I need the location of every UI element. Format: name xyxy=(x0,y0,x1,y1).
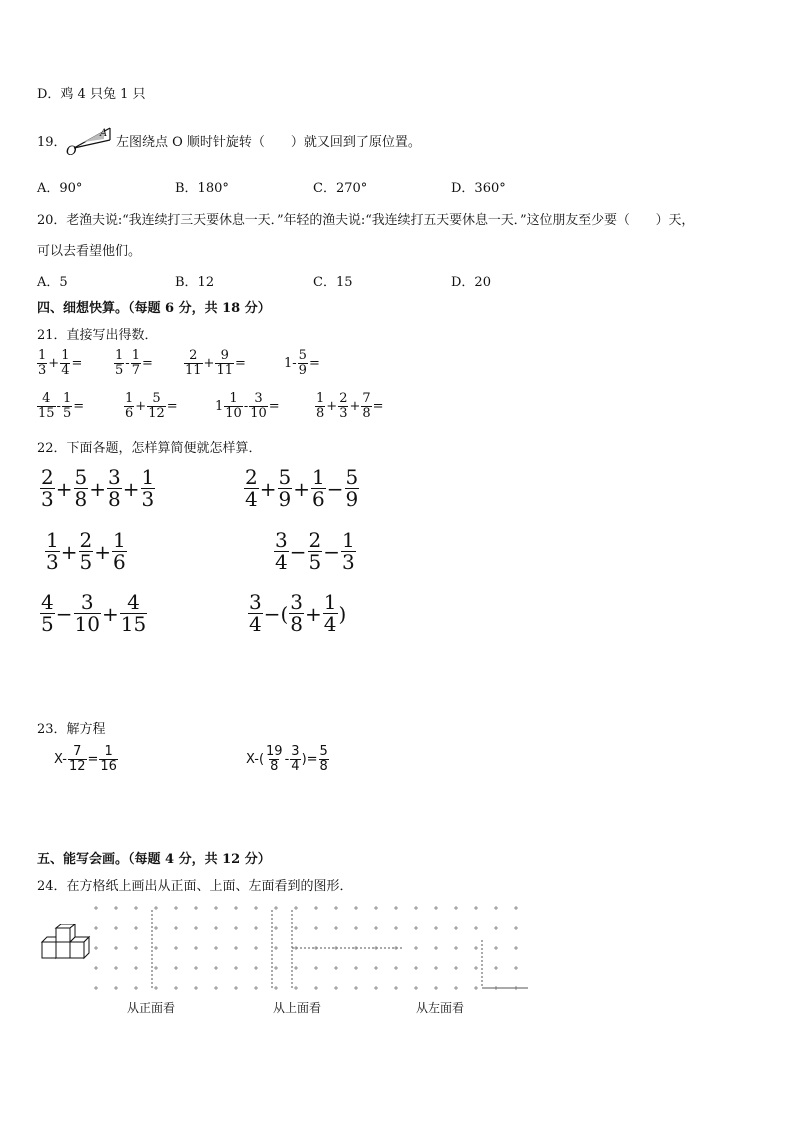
q20-choice-c: C．15 xyxy=(313,275,353,290)
fraction: $\frac{1}{3}$ xyxy=(46,528,59,574)
q23-title: 23．解方程 xyxy=(37,722,106,737)
q20-stem-line1: 20．老渔夫说:“我连续打三天要休息一天．”年轻的渔夫说:“我连续打五天要休息一天．”这位朋友至少要（ ）天， xyxy=(37,213,695,228)
operator: 1 xyxy=(215,398,224,414)
q22-expr-6 xyxy=(248,592,347,635)
q19-choices xyxy=(37,177,589,196)
fraction: $\frac{5}{12}$ xyxy=(148,391,165,421)
q18-choice-d: D．鸡 4 只兔 1 只 xyxy=(37,87,146,102)
q21-item-8 xyxy=(315,392,385,420)
fraction: $\frac{1}{5}$ xyxy=(62,391,72,421)
operator: = xyxy=(235,355,246,371)
operator: + xyxy=(94,539,111,564)
fraction: $\frac{2}{11}$ xyxy=(185,348,202,378)
q22-expr-3 xyxy=(45,530,127,573)
q21-item-2 xyxy=(114,349,154,377)
fraction: $\frac{5}{9}$ xyxy=(345,465,359,511)
dot-grid-paper[interactable] xyxy=(92,900,528,994)
q20-choice-b: B．12 xyxy=(175,275,215,290)
operator: + xyxy=(48,355,60,371)
fraction: $\frac{1}{6}$ xyxy=(312,465,325,511)
q19-choice-a: A．90° xyxy=(37,181,83,196)
q22-expr-2 xyxy=(244,467,359,510)
operator: = xyxy=(372,398,384,414)
fraction: $\frac{2}{3}$ xyxy=(41,465,54,511)
operator: = xyxy=(268,398,280,414)
figure-edge-lower xyxy=(74,140,110,148)
fraction: $\frac{1}{4}$ xyxy=(323,590,337,636)
operator: - xyxy=(243,398,249,414)
fraction: $\frac{3}{10}$ xyxy=(250,391,267,421)
operator: + xyxy=(55,476,73,501)
fraction: $\frac{2}{5}$ xyxy=(79,528,93,574)
fraction: $\frac{1}{8}$ xyxy=(316,391,325,421)
view-label-top: 从上面看 xyxy=(273,1001,322,1015)
fraction: $\frac{4}{15}$ xyxy=(120,590,147,636)
fraction: $\frac{2}{5}$ xyxy=(308,528,322,574)
q23-equation-1: X- $\frac{7}{12}$ = $\frac{1}{16}$ xyxy=(54,744,117,774)
operator: 1- xyxy=(284,355,297,371)
figure-label-a: A xyxy=(100,128,108,139)
operator: − xyxy=(55,601,73,626)
q19-choice-d: D．360° xyxy=(451,181,506,196)
section4-title: 四、细想快算。（每题 6 分，共 18 分） xyxy=(37,301,271,316)
q21-item-7 xyxy=(214,392,281,420)
fraction: $\frac{1}{6}$ xyxy=(125,391,134,421)
section5-title: 五、能写会画。（每题 4 分，共 12 分） xyxy=(37,852,271,867)
operator: + xyxy=(203,355,215,371)
q19-number: 19． xyxy=(37,135,67,150)
fraction: $\frac{4}{15}$ xyxy=(38,391,55,421)
fraction: $\frac{5}{9}$ xyxy=(298,348,307,378)
operator: + xyxy=(349,398,361,414)
q21-item-6 xyxy=(124,392,179,420)
fraction: $\frac{7}{8}$ xyxy=(362,391,371,421)
cube-stack-figure xyxy=(40,924,92,964)
q19-choice-c: C．270° xyxy=(313,181,368,196)
operator: + xyxy=(293,476,310,501)
operator: − xyxy=(289,539,307,564)
operator: + xyxy=(326,398,338,414)
q23-equation-2: X-( $\frac{19}{8}$ - $\frac{3}{4}$ )= $\frac{5}{8}$ xyxy=(246,744,328,774)
operator: - xyxy=(56,398,61,414)
fraction: $\frac{3}{8}$ xyxy=(108,465,121,511)
operator: = xyxy=(73,398,85,414)
fraction: $\frac{9}{11}$ xyxy=(216,348,233,378)
fraction: $\frac{4}{5}$ xyxy=(41,590,54,636)
q22-title: 22．下面各题，怎样算简便就怎样算． xyxy=(37,441,262,456)
q21-item-4 xyxy=(283,349,321,377)
q21-title: 21．直接写出得数． xyxy=(37,328,158,343)
operator: = xyxy=(308,355,320,371)
q20-choices xyxy=(37,271,589,290)
fraction: $\frac{1}{3}$ xyxy=(38,348,47,378)
operator: = xyxy=(141,355,153,371)
figure-label-o: O xyxy=(66,144,77,156)
operator: - xyxy=(125,355,130,371)
fraction: $\frac{1}{3}$ xyxy=(342,528,355,574)
operator: + xyxy=(60,539,78,564)
q24-title: 24．在方格纸上画出从正面、上面、左面看到的图形． xyxy=(37,879,353,894)
fraction: $\frac{5}{9}$ xyxy=(278,465,292,511)
operator: = xyxy=(166,398,178,414)
q20-choice-a: A．5 xyxy=(37,275,68,290)
operator: = xyxy=(71,355,83,371)
q22-expr-4 xyxy=(274,530,356,573)
view-label-left: 从左面看 xyxy=(416,1001,465,1015)
fraction: $\frac{2}{4}$ xyxy=(245,465,258,511)
q21-item-1 xyxy=(37,349,83,377)
fraction: $\frac{1}{6}$ xyxy=(113,528,126,574)
q22-expr-1 xyxy=(40,467,155,510)
fraction: $\frac{3}{10}$ xyxy=(74,590,100,636)
operator: + xyxy=(101,601,119,626)
fraction: $\frac{3}{8}$ xyxy=(290,590,304,636)
fraction: $\frac{1}{10}$ xyxy=(225,391,242,421)
fraction: $\frac{1}{5}$ xyxy=(115,348,124,378)
operator: + xyxy=(305,601,322,626)
operator: ) xyxy=(338,601,347,626)
view-label-front: 从正面看 xyxy=(127,1001,176,1015)
q19-stem: 左图绕点 O 顺时针旋转（ ）就又回到了原位置。 xyxy=(116,135,421,150)
rotation-figure xyxy=(64,122,114,156)
operator: + xyxy=(135,398,147,414)
fraction: $\frac{1}{4}$ xyxy=(61,348,70,378)
q20-choice-d: D．20 xyxy=(451,275,491,290)
fraction: $\frac{3}{4}$ xyxy=(275,528,288,574)
q20-stem-line2: 可以去看望他们。 xyxy=(37,244,142,259)
operator: + xyxy=(89,476,106,501)
fraction: $\frac{1}{7}$ xyxy=(131,348,140,378)
fraction: $\frac{1}{3}$ xyxy=(141,465,155,511)
operator: − xyxy=(326,476,344,501)
fraction: $\frac{5}{8}$ xyxy=(74,465,88,511)
q21-item-5 xyxy=(37,392,85,420)
operator: −( xyxy=(263,601,289,626)
q22-expr-5 xyxy=(40,592,147,635)
fraction: $\frac{3}{4}$ xyxy=(249,590,262,636)
q21-item-3 xyxy=(184,349,247,377)
operator: + xyxy=(259,476,277,501)
q19-choice-b: B．180° xyxy=(175,181,229,196)
fraction: $\frac{2}{3}$ xyxy=(339,391,348,421)
operator: + xyxy=(122,476,140,501)
operator: − xyxy=(323,539,340,564)
